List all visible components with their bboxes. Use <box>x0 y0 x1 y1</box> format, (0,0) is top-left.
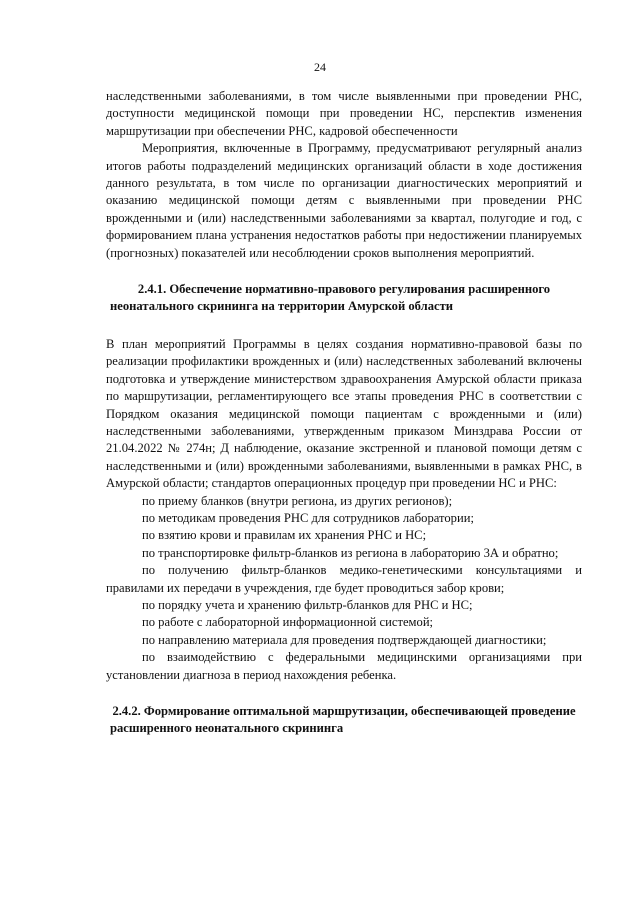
page-number: 24 <box>314 60 326 74</box>
paragraph: по получению фильтр-бланков медико-генетическими консультациями и правилами их передачи в учреждения, где будет проводиться забор крови; <box>106 563 582 595</box>
paragraph: по работе с лабораторной информационной системой; <box>142 615 434 630</box>
section-heading-2-4-1: 2.4.1. Обеспечение нормативно-правового регулирования расширенного неонатального скрининга на территории Амурской области <box>110 282 551 314</box>
paragraph: наследственными заболеваниями, в том числе выявленными при проведении РНС, доступности медицинской помощи при проведении НС, перспектив изменения маршрутизации при обеспечении РНС, кадровой обеспеченности <box>106 89 582 138</box>
paragraph: по направлению материала для проведения подтверждающей диагностики; <box>142 632 547 647</box>
paragraph: по порядку учета и хранению фильтр-бланков для РНС и НС; <box>142 597 473 612</box>
section-2-4-1-body <box>106 336 582 684</box>
paragraph: по взятию крови и правилам их хранения РНС и НС; <box>142 528 427 543</box>
paragraph: по приему бланков (внутри региона, из других регионов); <box>142 493 453 508</box>
paragraph: по методикам проведения РНС для сотрудников лаборатории; <box>142 510 474 525</box>
section-intro <box>106 88 582 262</box>
document-body <box>106 88 582 758</box>
paragraph: Мероприятия, включенные в Программу, предусматривают регулярный анализ итогов работы подразделений медицинских организаций области в ходе достижения данного результата, в том числе по организации диагностических мероприятий и оказанию медицинской помощи детям с выявленными при проведении РНС врожденными и (или) наследственными заболеваниями за квартал, полугодие и год, с формированием плана устранения недостатков работы при недостижении планируемых (прогнозных) показателей или несоблюдении сроков выполнения мероприятий. <box>106 141 582 260</box>
paragraph: по транспортировке фильтр-бланков из региона в лабораторию 3А и обратно; <box>142 545 559 560</box>
section-heading-2-4-2: 2.4.2. Формирование оптимальной маршрутизации, обеспечивающей проведение расширенного неонатального скрининга <box>110 704 576 736</box>
paragraph: В план мероприятий Программы в целях создания нормативно-правовой базы по реализации профилактики врожденных и (или) наследственных заболеваний включены подготовка и утверждение министерством здравоохранения Амурской области приказа по маршрутизации, регламентирующего все этапы проведения РНС в соответствии с Порядком оказания медицинской помощи пациентам с врожденными и (или) наследственными заболеваниями, утвержденным приказом Минздрава России от 21.04.2022 № 274н; Д наблюдение, оказание экстренной и плановой помощи детям с наследственными и (или) врожденными заболеваниями, выявленными в рамках РНС, в Амурской области; стандартов операционных процедур при проведении НС и РНС: <box>106 336 582 491</box>
paragraph: по взаимодействию с федеральными медицинскими организациями при установлении диагноза в период нахождения ребенка. <box>106 650 582 682</box>
